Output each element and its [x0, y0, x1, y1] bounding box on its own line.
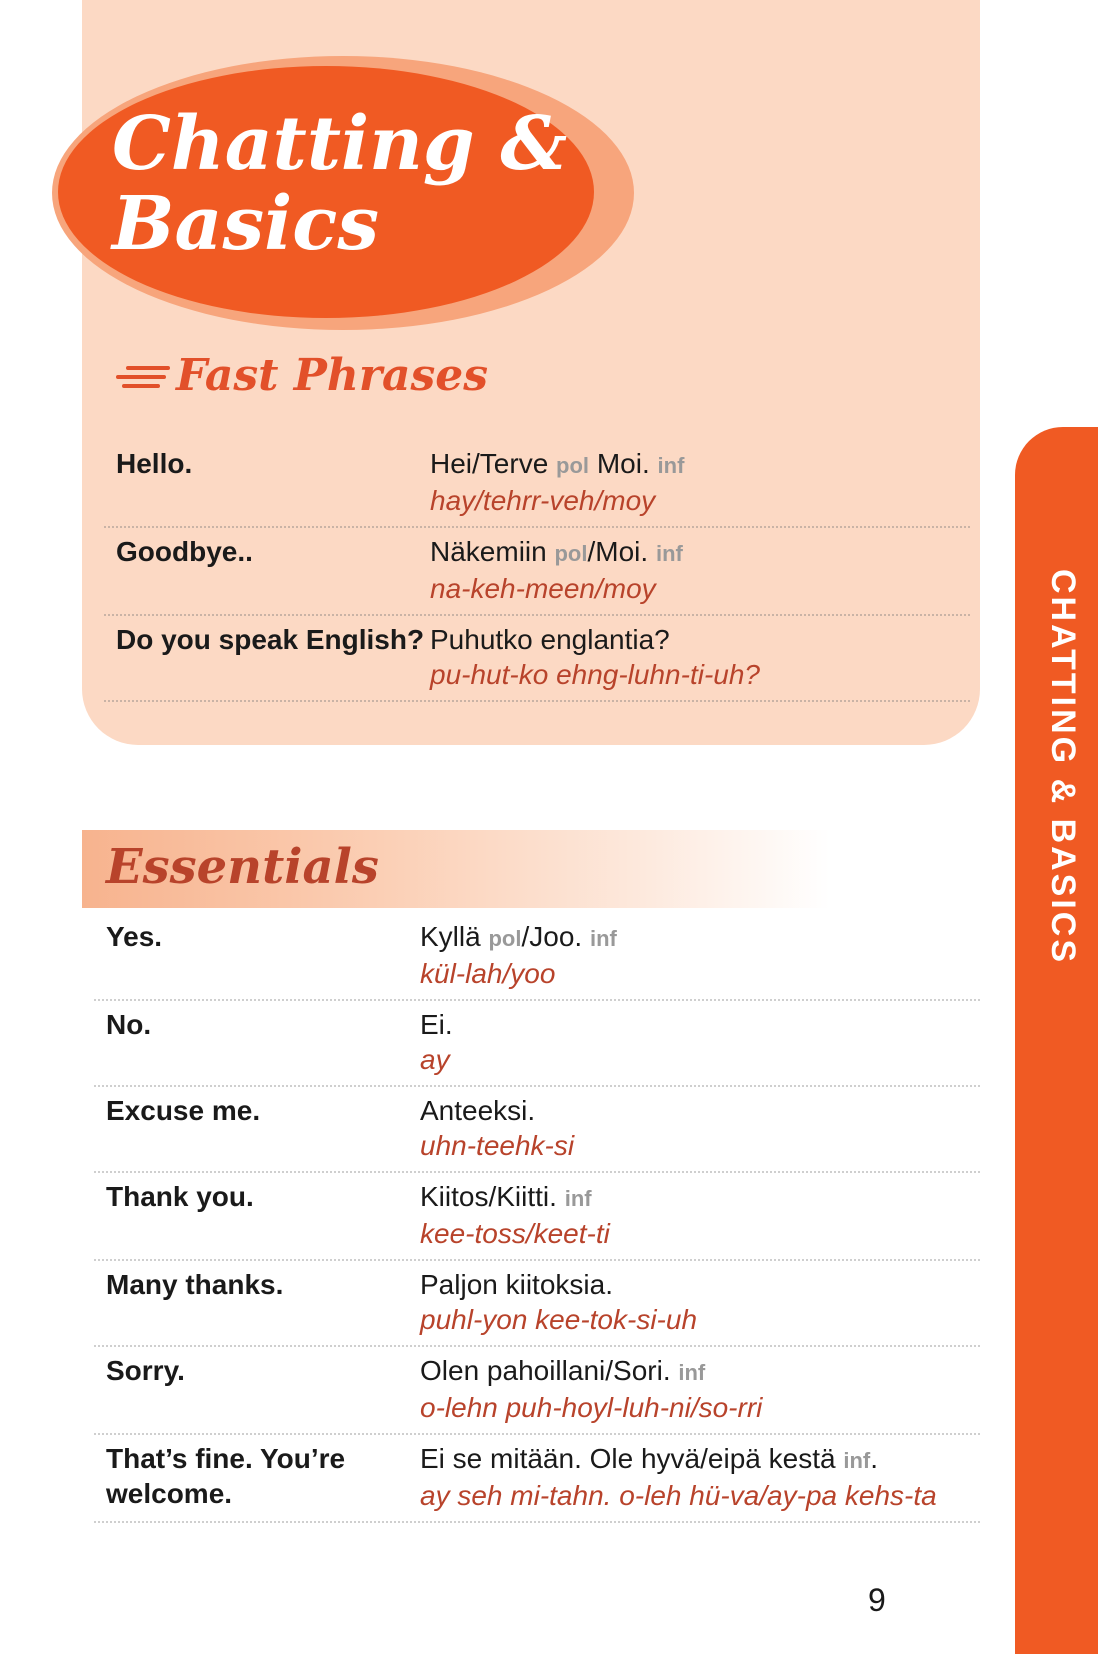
- finnish-cell: [420, 919, 980, 991]
- phrase-row: [94, 913, 980, 1001]
- register-tag: inf: [657, 453, 685, 478]
- fast-phrases-list: [104, 440, 970, 702]
- finnish-cell: [420, 1441, 980, 1513]
- title-line-1: Chatting &: [112, 101, 568, 187]
- finnish-cell: [420, 1007, 980, 1077]
- phrase-row: [94, 1001, 980, 1087]
- finnish-phrase: Ei se mitään. Ole hyvä/eipä kestä: [420, 1443, 836, 1474]
- english-phrase: No.: [106, 1009, 152, 1040]
- speed-lines-icon: [114, 358, 170, 394]
- pronunciation: uhn-teehk-si: [420, 1130, 575, 1161]
- finnish-cell: [420, 1353, 980, 1425]
- english-phrase: Excuse me.: [106, 1095, 261, 1126]
- english-phrase: That’s fine. You’re welcome.: [106, 1443, 346, 1509]
- finnish-phrase: Olen pahoillani/Sori.: [420, 1355, 671, 1386]
- fast-phrases-heading: [114, 350, 488, 401]
- english-phrase: Sorry.: [106, 1355, 185, 1386]
- english-phrase: Goodbye..: [116, 536, 253, 567]
- register-tag: inf: [589, 926, 617, 951]
- register-tag: pol: [554, 541, 588, 566]
- finnish-cell: [420, 1093, 980, 1163]
- finnish-phrase: Näkemiin: [430, 536, 547, 567]
- finnish-phrase-alt: Moi.: [596, 448, 650, 479]
- fast-phrases-title: Fast Phrases: [176, 350, 489, 401]
- english-phrase: Do you speak English?: [116, 624, 425, 655]
- pronunciation: puhl-yon kee-tok-si-uh: [420, 1304, 698, 1335]
- pronunciation: ay seh mi-tahn. o-leh hü-va/ay-pa kehs-ta: [420, 1480, 937, 1511]
- pronunciation: hay/tehrr-veh/moy: [430, 485, 656, 516]
- register-tag: inf: [564, 1186, 592, 1211]
- essentials-header-bar: [82, 830, 830, 908]
- page-title: [112, 101, 568, 267]
- phrase-row: [94, 1261, 980, 1347]
- pronunciation: kül-lah/yoo: [420, 958, 556, 989]
- pronunciation: na-keh-meen/moy: [430, 573, 656, 604]
- finnish-cell: [430, 622, 970, 692]
- english-phrase: Yes.: [106, 921, 163, 952]
- phrase-row: [104, 528, 970, 616]
- english-phrase: Thank you.: [106, 1181, 254, 1212]
- register-tag: inf: [843, 1448, 871, 1473]
- phrase-row: [94, 1087, 980, 1173]
- pronunciation: pu-hut-ko ehng-luhn-ti-uh?: [430, 659, 760, 690]
- finnish-phrase: Ei.: [420, 1009, 453, 1040]
- pronunciation: o-lehn puh-hoyl-luh-ni/so-rri: [420, 1392, 763, 1423]
- register-tag: pol: [488, 926, 522, 951]
- side-tab-label: CHATTING & BASICS: [1044, 569, 1082, 966]
- phrase-row: [104, 440, 970, 528]
- finnish-phrase: Paljon kiitoksia.: [420, 1269, 613, 1300]
- register-tag: inf: [655, 541, 683, 566]
- finnish-cell: [420, 1179, 980, 1251]
- finnish-phrase: Anteeksi.: [420, 1095, 536, 1126]
- finnish-phrase: Puhutko englantia?: [430, 624, 670, 655]
- page-number: 9: [868, 1582, 886, 1618]
- finnish-cell: [430, 446, 970, 518]
- register-tag: pol: [556, 453, 590, 478]
- essentials-title: Essentials: [106, 839, 379, 895]
- pronunciation: kee-toss/keet-ti: [420, 1218, 610, 1249]
- pronunciation: ay: [420, 1044, 450, 1075]
- finnish-phrase-alt: .: [870, 1443, 878, 1474]
- section-side-tab: [1015, 427, 1098, 1654]
- finnish-phrase: Kiitos/Kiitti.: [420, 1181, 557, 1212]
- phrase-row: [94, 1347, 980, 1435]
- finnish-phrase-alt: /Joo.: [521, 921, 583, 952]
- title-line-2: Basics: [112, 181, 379, 267]
- english-phrase: Many thanks.: [106, 1269, 284, 1300]
- finnish-phrase-alt: /Moi.: [587, 536, 649, 567]
- phrase-row: [94, 1435, 980, 1523]
- finnish-phrase: Hei/Terve: [430, 448, 549, 479]
- english-phrase: Hello.: [116, 448, 193, 479]
- finnish-phrase: Kyllä: [420, 921, 481, 952]
- essentials-list: [94, 913, 980, 1523]
- finnish-cell: [430, 534, 970, 606]
- register-tag: inf: [678, 1360, 706, 1385]
- phrase-row: [94, 1173, 980, 1261]
- finnish-cell: [420, 1267, 980, 1337]
- phrase-row: [104, 616, 970, 702]
